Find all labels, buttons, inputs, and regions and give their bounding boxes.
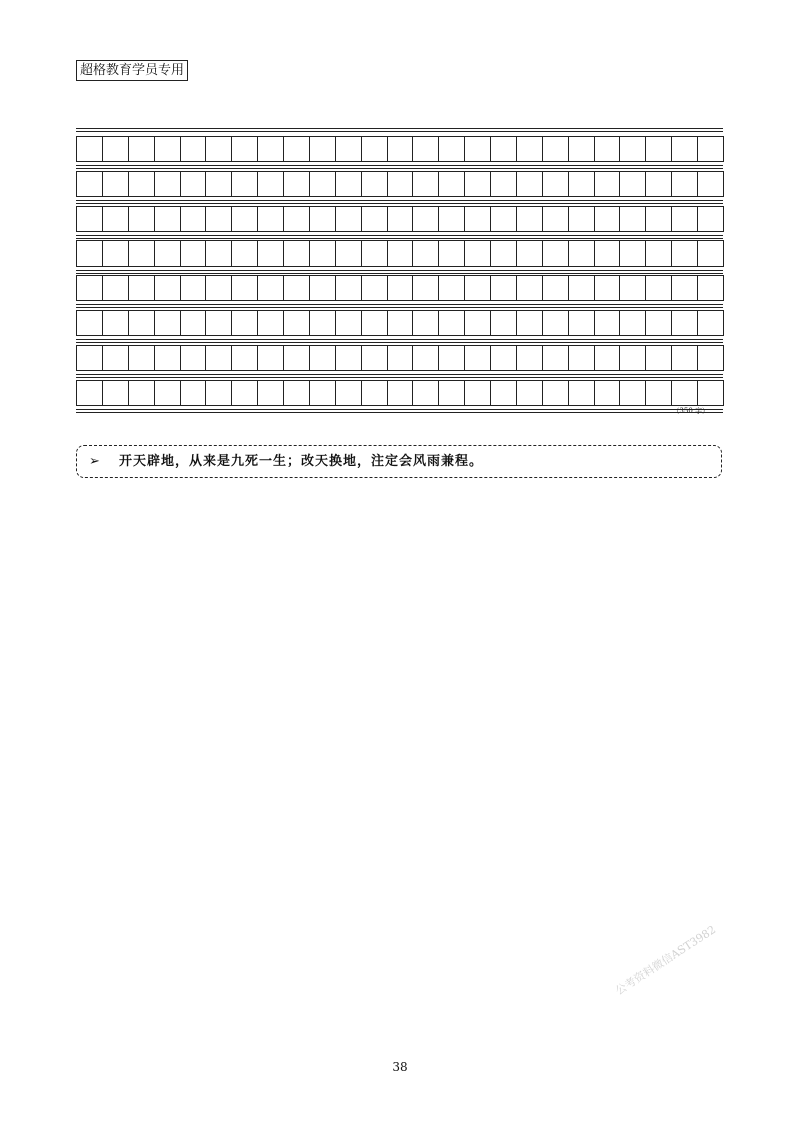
- grid-cell[interactable]: [542, 240, 569, 266]
- grid-cell[interactable]: [335, 206, 362, 232]
- grid-cell[interactable]: [309, 275, 336, 301]
- grid-cell[interactable]: [645, 136, 672, 162]
- grid-cell[interactable]: [568, 380, 595, 406]
- grid-cell[interactable]: [335, 275, 362, 301]
- grid-cell[interactable]: [387, 380, 414, 406]
- grid-cell[interactable]: [283, 380, 310, 406]
- grid-cell[interactable]: [257, 136, 284, 162]
- grid-cell[interactable]: [697, 275, 724, 301]
- grid-cell[interactable]: [335, 310, 362, 336]
- grid-cell[interactable]: [309, 136, 336, 162]
- grid-cell[interactable]: [568, 240, 595, 266]
- grid-cell[interactable]: [205, 310, 232, 336]
- grid-cell[interactable]: [697, 206, 724, 232]
- grid-cell[interactable]: [283, 136, 310, 162]
- grid-cell[interactable]: [645, 380, 672, 406]
- grid-cell[interactable]: [697, 345, 724, 371]
- grid-cell[interactable]: [438, 380, 465, 406]
- grid-cell[interactable]: [283, 240, 310, 266]
- grid-cell[interactable]: [361, 380, 388, 406]
- grid-cell[interactable]: [128, 310, 155, 336]
- grid-cell[interactable]: [619, 345, 646, 371]
- grid-line: [76, 128, 723, 129]
- grid-cell[interactable]: [154, 136, 181, 162]
- page-number: 38: [392, 1060, 408, 1074]
- grid-cell[interactable]: [335, 380, 362, 406]
- grid-cell[interactable]: [594, 345, 621, 371]
- grid-cell[interactable]: [387, 240, 414, 266]
- grid-line: [76, 412, 723, 413]
- grid-cell[interactable]: [361, 171, 388, 197]
- grid-cell[interactable]: [180, 171, 207, 197]
- grid-cell[interactable]: [516, 380, 543, 406]
- grid-cell[interactable]: [594, 171, 621, 197]
- grid-cell[interactable]: [412, 310, 439, 336]
- header-label: 超格教育学员专用: [76, 60, 188, 81]
- grid-cell[interactable]: [542, 206, 569, 232]
- grid-cell[interactable]: [619, 380, 646, 406]
- grid-cell[interactable]: [438, 206, 465, 232]
- grid-cell[interactable]: [231, 345, 258, 371]
- grid-cell[interactable]: [516, 171, 543, 197]
- grid-cell[interactable]: [231, 136, 258, 162]
- grid-line: [76, 273, 723, 274]
- grid-cell[interactable]: [257, 310, 284, 336]
- grid-cell[interactable]: [387, 206, 414, 232]
- grid-cell[interactable]: [283, 310, 310, 336]
- grid-line: [76, 200, 723, 201]
- grid-cell[interactable]: [594, 380, 621, 406]
- grid-cell[interactable]: [490, 275, 517, 301]
- grid-cell[interactable]: [464, 380, 491, 406]
- grid-cell[interactable]: [490, 136, 517, 162]
- grid-cell[interactable]: [205, 380, 232, 406]
- grid-cell[interactable]: [102, 310, 129, 336]
- grid-cell[interactable]: [619, 310, 646, 336]
- grid-cell[interactable]: [76, 275, 103, 301]
- grid-cell[interactable]: [76, 310, 103, 336]
- grid-cell[interactable]: [180, 206, 207, 232]
- grid-cell[interactable]: [464, 206, 491, 232]
- grid-cell[interactable]: [516, 240, 543, 266]
- grid-cell[interactable]: [128, 136, 155, 162]
- grid-cell[interactable]: [257, 206, 284, 232]
- grid-cell[interactable]: [257, 240, 284, 266]
- grid-cell[interactable]: [697, 240, 724, 266]
- grid-cell[interactable]: [180, 345, 207, 371]
- grid-cell[interactable]: [671, 136, 698, 162]
- grid-cell[interactable]: [154, 240, 181, 266]
- grid-cell[interactable]: [205, 345, 232, 371]
- grid-line: [76, 339, 723, 340]
- grid-cell[interactable]: [309, 171, 336, 197]
- grid-line: [76, 238, 723, 239]
- grid-cell[interactable]: [128, 206, 155, 232]
- grid-cell[interactable]: [619, 136, 646, 162]
- word-count-label: （350 字）: [672, 407, 709, 415]
- grid-cell[interactable]: [568, 206, 595, 232]
- grid-cell[interactable]: [645, 310, 672, 336]
- grid-cell[interactable]: [309, 310, 336, 336]
- grid-cell[interactable]: [671, 310, 698, 336]
- grid-cell[interactable]: [387, 275, 414, 301]
- grid-cell[interactable]: [102, 275, 129, 301]
- grid-cell[interactable]: [102, 171, 129, 197]
- grid-cell[interactable]: [205, 275, 232, 301]
- grid-cell[interactable]: [490, 240, 517, 266]
- watermark: 公考资料微信AST3982: [613, 923, 719, 998]
- grid-cell[interactable]: [438, 171, 465, 197]
- grid-cell[interactable]: [205, 240, 232, 266]
- grid-cell[interactable]: [205, 171, 232, 197]
- grid-cell[interactable]: [464, 345, 491, 371]
- grid-cell[interactable]: [309, 380, 336, 406]
- grid-cell[interactable]: [128, 345, 155, 371]
- grid-cell[interactable]: [619, 206, 646, 232]
- grid-line: [76, 304, 723, 305]
- grid-cell[interactable]: [516, 345, 543, 371]
- quote-text: 开天辟地，从来是九死一生；改天换地，注定会风雨兼程。: [119, 454, 484, 469]
- grid-cell[interactable]: [283, 275, 310, 301]
- grid-cell[interactable]: [438, 345, 465, 371]
- grid-cell[interactable]: [180, 310, 207, 336]
- grid-cell[interactable]: [412, 136, 439, 162]
- arrow-bullet-icon: ➢: [89, 454, 100, 469]
- grid-cell[interactable]: [438, 310, 465, 336]
- grid-line: [76, 270, 723, 271]
- grid-cell[interactable]: [619, 275, 646, 301]
- grid-cell[interactable]: [180, 240, 207, 266]
- grid-cell[interactable]: [231, 380, 258, 406]
- grid-cell[interactable]: [335, 240, 362, 266]
- grid-cell[interactable]: [231, 171, 258, 197]
- grid-cell[interactable]: [516, 310, 543, 336]
- grid-line: [76, 165, 723, 166]
- grid-cell[interactable]: [697, 380, 724, 406]
- grid-cell[interactable]: [154, 345, 181, 371]
- grid-cell[interactable]: [490, 345, 517, 371]
- grid-cell[interactable]: [645, 345, 672, 371]
- grid-cell[interactable]: [516, 136, 543, 162]
- grid-line: [76, 409, 723, 410]
- grid-cell[interactable]: [128, 171, 155, 197]
- grid-cell[interactable]: [464, 136, 491, 162]
- grid-cell[interactable]: [361, 240, 388, 266]
- grid-cell[interactable]: [361, 345, 388, 371]
- grid-cell[interactable]: [128, 380, 155, 406]
- grid-line: [76, 203, 723, 204]
- grid-cell[interactable]: [568, 171, 595, 197]
- grid-cell[interactable]: [361, 275, 388, 301]
- grid-cell[interactable]: [490, 206, 517, 232]
- grid-line: [76, 307, 723, 308]
- grid-cell[interactable]: [568, 310, 595, 336]
- grid-cell[interactable]: [128, 275, 155, 301]
- grid-cell[interactable]: [671, 206, 698, 232]
- quote-box: [76, 445, 722, 478]
- grid-cell[interactable]: [283, 345, 310, 371]
- grid-cell[interactable]: [102, 380, 129, 406]
- grid-cell[interactable]: [594, 310, 621, 336]
- grid-cell[interactable]: [154, 310, 181, 336]
- grid-cell[interactable]: [387, 136, 414, 162]
- grid-cell[interactable]: [542, 380, 569, 406]
- grid-cell[interactable]: [438, 240, 465, 266]
- grid-line: [76, 377, 723, 378]
- grid-cell[interactable]: [490, 171, 517, 197]
- grid-cell[interactable]: [697, 171, 724, 197]
- grid-cell[interactable]: [412, 275, 439, 301]
- grid-cell[interactable]: [102, 240, 129, 266]
- grid-line: [76, 168, 723, 169]
- answer-grid: [76, 128, 723, 416]
- grid-line: [76, 342, 723, 343]
- grid-cell[interactable]: [568, 275, 595, 301]
- grid-cell[interactable]: [542, 136, 569, 162]
- grid-cell[interactable]: [387, 345, 414, 371]
- grid-cell[interactable]: [257, 345, 284, 371]
- grid-cell[interactable]: [412, 171, 439, 197]
- grid-cell[interactable]: [154, 380, 181, 406]
- grid-cell[interactable]: [180, 380, 207, 406]
- grid-cell[interactable]: [309, 206, 336, 232]
- grid-cell[interactable]: [568, 345, 595, 371]
- grid-cell[interactable]: [645, 275, 672, 301]
- grid-cell[interactable]: [205, 206, 232, 232]
- grid-cell[interactable]: [76, 206, 103, 232]
- grid-cell[interactable]: [490, 310, 517, 336]
- grid-cell[interactable]: [412, 380, 439, 406]
- grid-cell[interactable]: [490, 380, 517, 406]
- grid-cell[interactable]: [335, 345, 362, 371]
- grid-cell[interactable]: [257, 275, 284, 301]
- grid-cell[interactable]: [231, 206, 258, 232]
- grid-cell[interactable]: [309, 345, 336, 371]
- grid-cell[interactable]: [594, 240, 621, 266]
- grid-cell[interactable]: [102, 136, 129, 162]
- grid-cell[interactable]: [205, 136, 232, 162]
- grid-cell[interactable]: [438, 136, 465, 162]
- grid-cell[interactable]: [231, 240, 258, 266]
- grid-cell[interactable]: [76, 136, 103, 162]
- grid-cell[interactable]: [361, 206, 388, 232]
- grid-cell[interactable]: [387, 171, 414, 197]
- grid-cell[interactable]: [257, 171, 284, 197]
- grid-cell[interactable]: [671, 345, 698, 371]
- grid-cell[interactable]: [464, 310, 491, 336]
- grid-cell[interactable]: [697, 136, 724, 162]
- grid-cell[interactable]: [154, 275, 181, 301]
- grid-cell[interactable]: [671, 380, 698, 406]
- grid-cell[interactable]: [412, 206, 439, 232]
- grid-cell[interactable]: [671, 275, 698, 301]
- grid-cell[interactable]: [645, 206, 672, 232]
- grid-cell[interactable]: [697, 310, 724, 336]
- grid-cell[interactable]: [335, 171, 362, 197]
- grid-cell[interactable]: [180, 136, 207, 162]
- grid-cell[interactable]: [464, 240, 491, 266]
- grid-cell[interactable]: [387, 310, 414, 336]
- grid-cell[interactable]: [671, 240, 698, 266]
- grid-cell[interactable]: [412, 345, 439, 371]
- grid-cell[interactable]: [516, 275, 543, 301]
- grid-line: [76, 374, 723, 375]
- grid-cell[interactable]: [645, 171, 672, 197]
- grid-cell[interactable]: [464, 171, 491, 197]
- grid-cell[interactable]: [542, 310, 569, 336]
- grid-cell[interactable]: [76, 240, 103, 266]
- grid-cell[interactable]: [76, 345, 103, 371]
- grid-cell[interactable]: [76, 171, 103, 197]
- grid-cell[interactable]: [154, 171, 181, 197]
- grid-cell[interactable]: [464, 275, 491, 301]
- grid-cell[interactable]: [361, 136, 388, 162]
- grid-cell[interactable]: [283, 206, 310, 232]
- grid-cell[interactable]: [154, 206, 181, 232]
- grid-cell[interactable]: [412, 240, 439, 266]
- grid-cell[interactable]: [283, 171, 310, 197]
- grid-cell[interactable]: [542, 275, 569, 301]
- grid-cell[interactable]: [128, 240, 155, 266]
- grid-cell[interactable]: [438, 275, 465, 301]
- grid-cell[interactable]: [619, 171, 646, 197]
- grid-cell[interactable]: [594, 206, 621, 232]
- grid-cell[interactable]: [309, 240, 336, 266]
- grid-cell[interactable]: [542, 345, 569, 371]
- grid-cell[interactable]: [231, 310, 258, 336]
- grid-cell[interactable]: [180, 275, 207, 301]
- grid-cell[interactable]: [76, 380, 103, 406]
- grid-line: [76, 131, 723, 132]
- grid-cell[interactable]: [361, 310, 388, 336]
- grid-cell[interactable]: [671, 171, 698, 197]
- grid-cell[interactable]: [102, 206, 129, 232]
- grid-cell[interactable]: [568, 136, 595, 162]
- grid-cell[interactable]: [516, 206, 543, 232]
- grid-cell[interactable]: [645, 240, 672, 266]
- grid-line: [76, 235, 723, 236]
- grid-cell[interactable]: [594, 275, 621, 301]
- grid-cell[interactable]: [257, 380, 284, 406]
- grid-cell[interactable]: [542, 171, 569, 197]
- grid-cell[interactable]: [594, 136, 621, 162]
- grid-cell[interactable]: [102, 345, 129, 371]
- grid-cell[interactable]: [231, 275, 258, 301]
- grid-cell[interactable]: [335, 136, 362, 162]
- grid-cell[interactable]: [619, 240, 646, 266]
